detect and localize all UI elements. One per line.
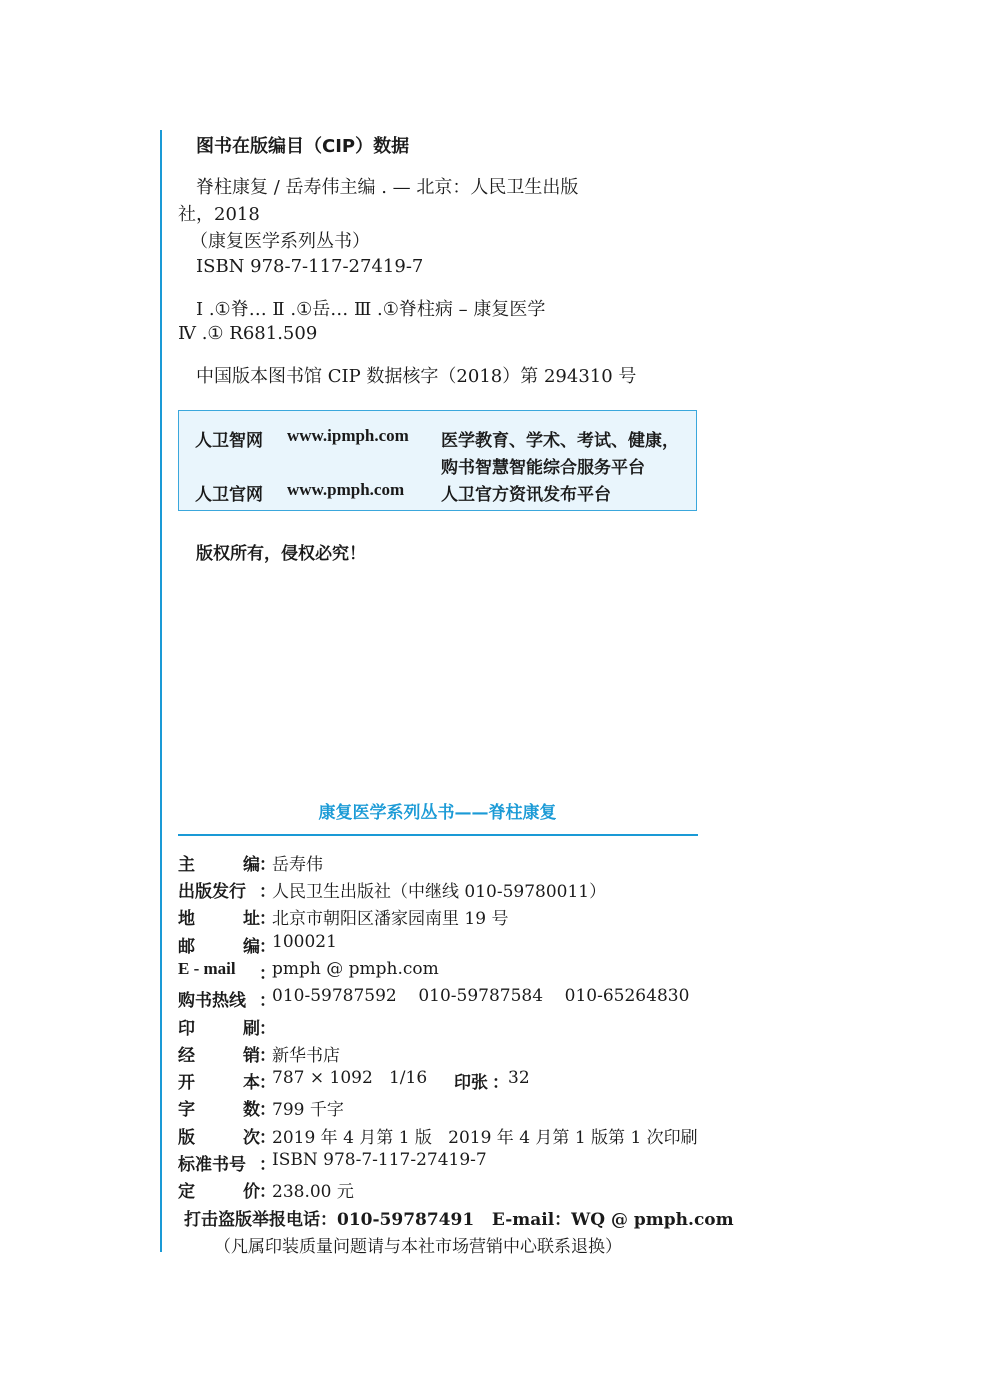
sheets-label: 印张 bbox=[454, 1073, 488, 1093]
email-value[interactable]: pmph @ pmph.com bbox=[272, 959, 439, 979]
website-1-url[interactable]: www.ipmph.com bbox=[287, 426, 409, 445]
cip-heading: 图书在版编目（CIP）数据 bbox=[196, 136, 410, 157]
website-1-name: 人卫智网 bbox=[195, 431, 263, 451]
website-1-description-cont: 购书智慧智能综合服务平台 bbox=[441, 458, 645, 478]
format-label-a: 开 bbox=[178, 1073, 195, 1093]
cip-line-2: 社，2018 bbox=[178, 204, 260, 225]
price-value: 238.00 元 bbox=[272, 1182, 354, 1202]
website-1-description: 医学教育、学术、考试、健康， bbox=[441, 431, 679, 451]
editor-value: 岳寿伟 bbox=[272, 855, 323, 875]
series-title: 康复医学系列丛书——脊柱康复 bbox=[318, 803, 557, 823]
sheets-value: 32 bbox=[508, 1068, 530, 1088]
website-2-description: 人卫官方资讯发布平台 bbox=[441, 485, 611, 505]
cip-series-line: （康复医学系列丛书） bbox=[190, 231, 370, 252]
anti-piracy-hotline: 打击盗版举报电话：010-59787491 E-mail：WQ @ pmph.com bbox=[184, 1210, 734, 1230]
format-label-b: 本 bbox=[243, 1073, 260, 1093]
website-2-name: 人卫官网 bbox=[195, 485, 263, 505]
publisher-label: 出版发行 bbox=[178, 882, 246, 902]
address-label-b: 址 bbox=[243, 909, 260, 929]
postcode-label-a: 邮 bbox=[178, 937, 195, 957]
editor-label-b: 编 bbox=[243, 855, 260, 875]
isbn-value: ISBN 978-7-117-27419-7 bbox=[272, 1150, 487, 1170]
editor-label-a: 主 bbox=[178, 855, 195, 875]
edition-label-b: 次 bbox=[243, 1128, 260, 1148]
website-info-box bbox=[178, 410, 697, 511]
words-label-a: 字 bbox=[178, 1100, 195, 1120]
hotline-label: 购书热线 bbox=[178, 991, 246, 1011]
distributor-label-a: 经 bbox=[178, 1046, 195, 1066]
cip-classification-line: Ⅰ .①脊… Ⅱ .①岳… Ⅲ .①脊柱病 – 康复医学 bbox=[196, 299, 546, 320]
series-title-rule bbox=[178, 834, 698, 836]
cip-record-number: 中国版本图书馆 CIP 数据核字（2018）第 294310 号 bbox=[196, 366, 637, 387]
copyright-notice: 版权所有，侵权必究！ bbox=[196, 544, 366, 564]
postcode-label-b: 编 bbox=[243, 937, 260, 957]
left-margin-rule bbox=[160, 130, 162, 1252]
words-label-b: 数 bbox=[243, 1100, 260, 1120]
email-label: E - mail bbox=[178, 959, 236, 978]
cip-line-1: 脊柱康复 / 岳寿伟主编 . — 北京：人民卫生出版 bbox=[196, 177, 579, 198]
edition-label-a: 版 bbox=[178, 1128, 195, 1148]
distributor-value: 新华书店 bbox=[272, 1046, 340, 1066]
address-label-a: 地 bbox=[178, 909, 195, 929]
edition-value: 2019 年 4 月第 1 版 2019 年 4 月第 1 版第 1 次印刷 bbox=[272, 1128, 698, 1148]
printer-label-a: 印 bbox=[178, 1019, 195, 1039]
postcode-value: 100021 bbox=[272, 932, 337, 952]
address-value: 北京市朝阳区潘家园南里 19 号 bbox=[272, 909, 509, 929]
quality-note: （凡属印装质量问题请与本社市场营销中心联系退换） bbox=[214, 1237, 622, 1257]
words-value: 799 千字 bbox=[272, 1100, 344, 1120]
format-value: 787 × 1092 1/16 bbox=[272, 1068, 428, 1088]
cip-isbn-line: ISBN 978-7-117-27419-7 bbox=[196, 256, 424, 277]
price-label-b: 价 bbox=[243, 1182, 260, 1202]
isbn-label: 标准书号 bbox=[178, 1155, 246, 1175]
printer-label-b: 刷 bbox=[243, 1019, 260, 1039]
publisher-value: 人民卫生出版社（中继线 010-59780011） bbox=[272, 882, 607, 902]
cip-classification-line-2: Ⅳ .① R681.509 bbox=[178, 323, 318, 344]
hotline-value: 010-59787592 010-59787584 010-65264830 bbox=[272, 986, 690, 1006]
distributor-label-b: 销 bbox=[243, 1046, 260, 1066]
price-label-a: 定 bbox=[178, 1182, 195, 1202]
website-2-url[interactable]: www.pmph.com bbox=[287, 480, 405, 499]
